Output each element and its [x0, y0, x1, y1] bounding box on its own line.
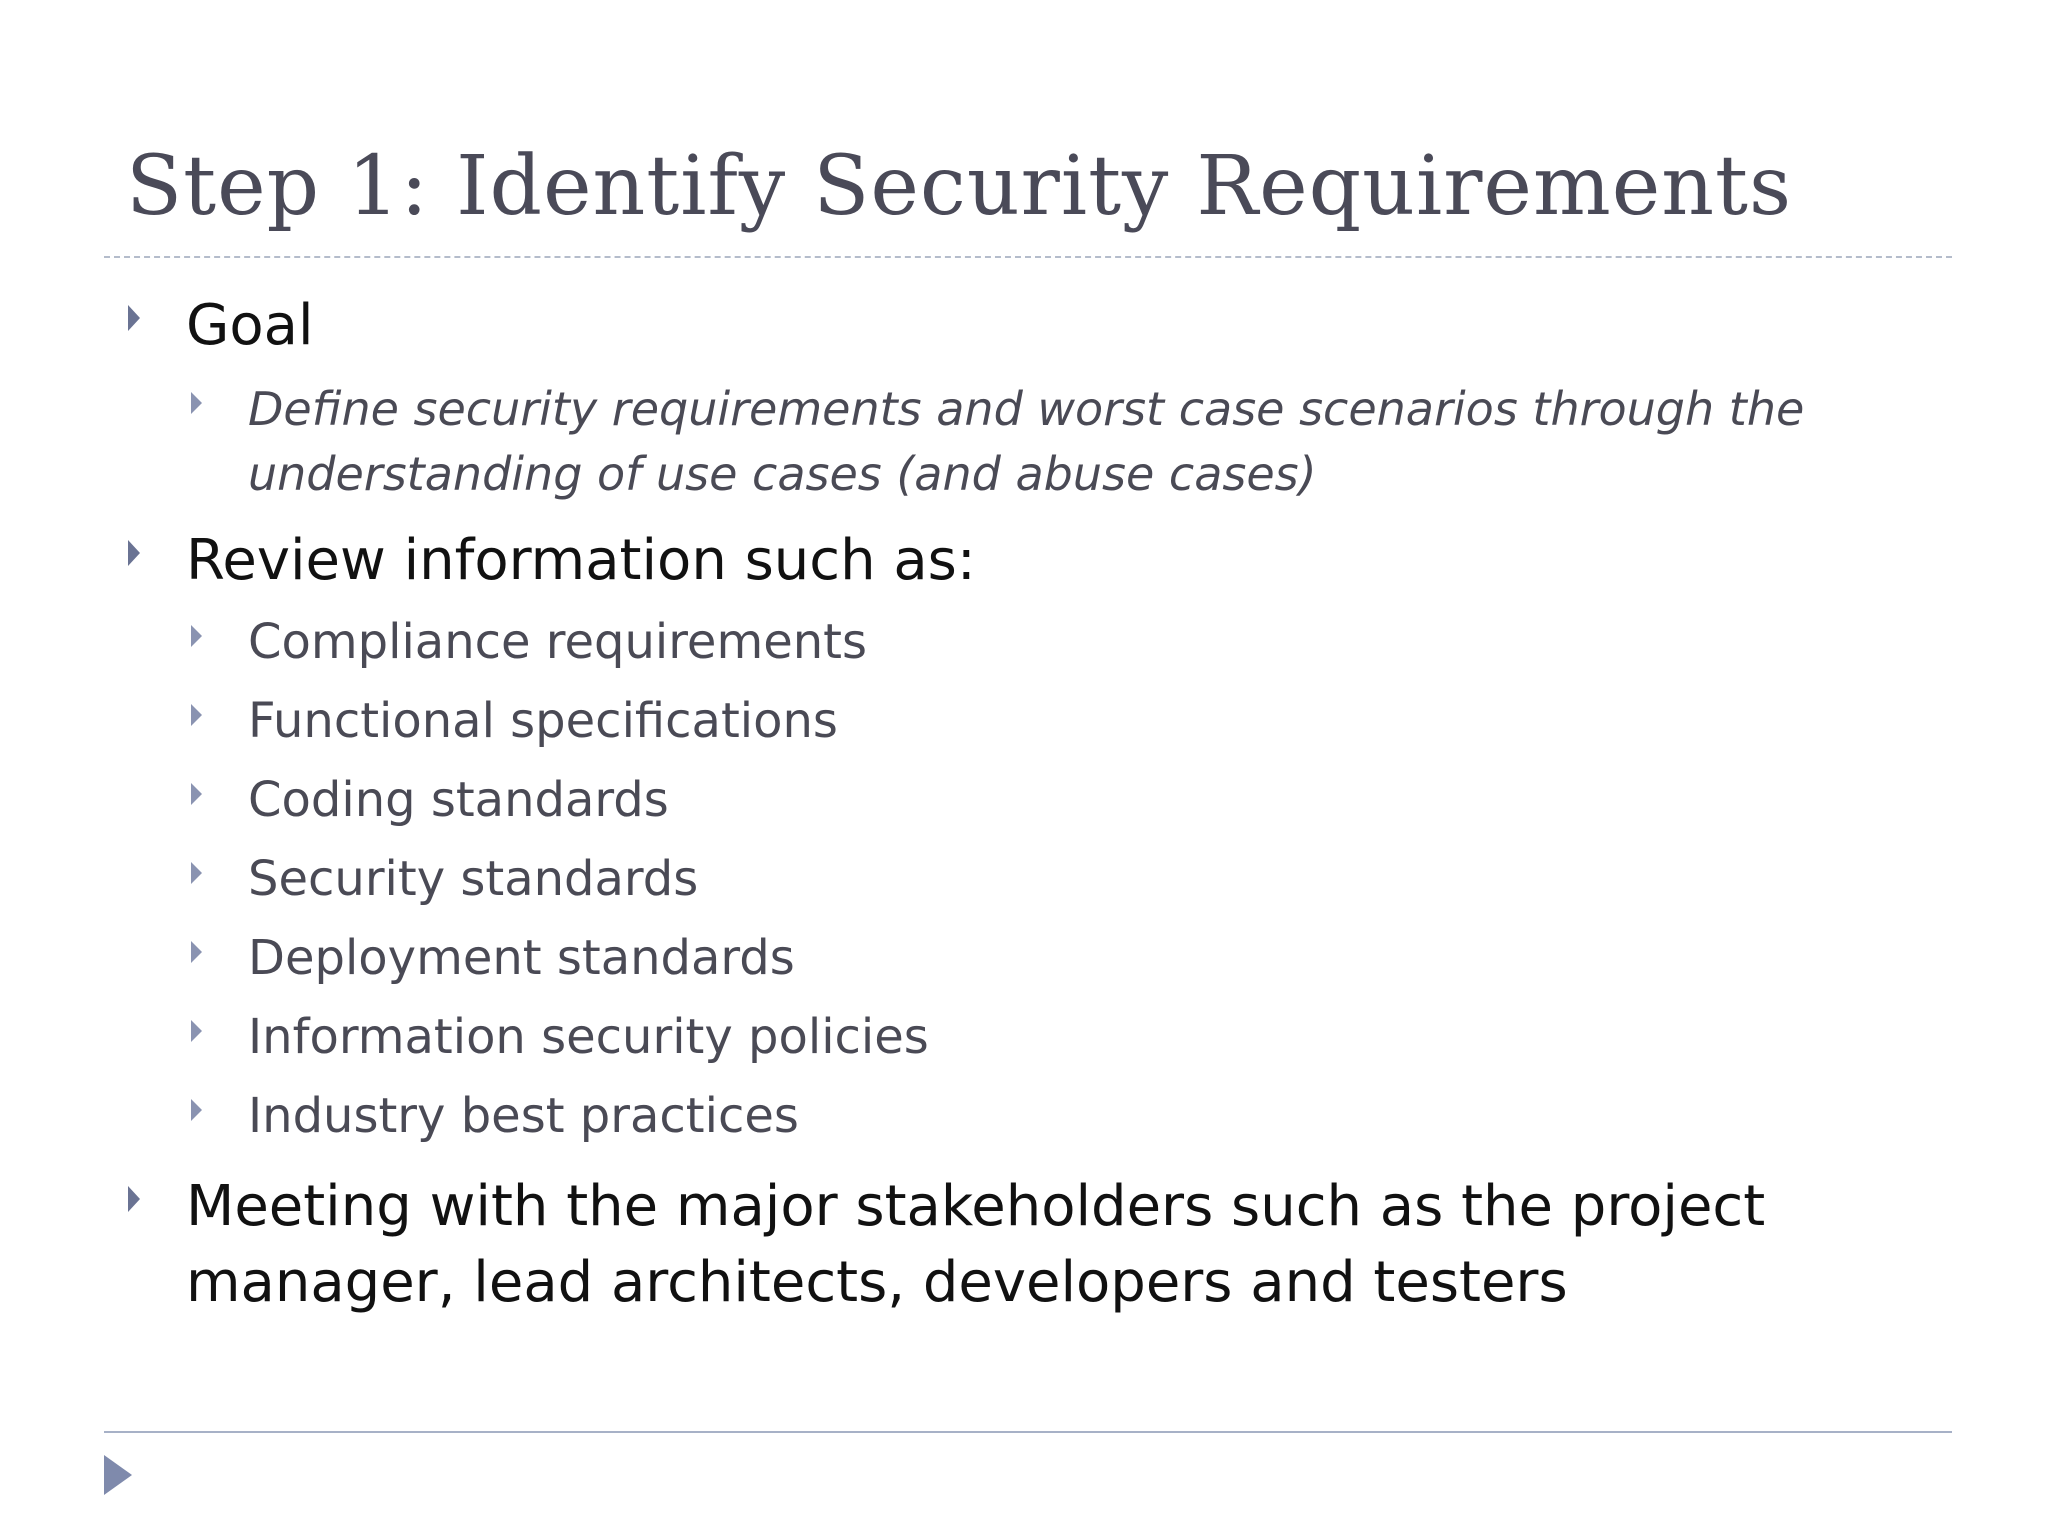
bullet-review-information: Review information such as:	[186, 528, 976, 593]
sub-item-infosec-policies: Information security policies	[248, 1009, 929, 1065]
sub-item-coding-standards: Coding standards	[248, 772, 669, 828]
bullet-goal: Goal	[186, 293, 314, 358]
sub-bullet-arrow-icon	[191, 1020, 202, 1042]
goal-description-line-1: Define security requirements and worst case scenarios through the	[248, 382, 1805, 436]
bullet-arrow-icon	[128, 305, 140, 331]
goal-description-line-2: understanding of use cases (and abuse cases)	[248, 447, 1317, 501]
sub-item-functional-specs: Functional specifications	[248, 693, 838, 749]
sub-item-compliance: Compliance requirements	[248, 614, 867, 670]
sub-item-security-standards: Security standards	[248, 851, 699, 907]
sub-bullet-arrow-icon	[191, 625, 202, 647]
slide-title: Step 1: Identify Security Requirements	[126, 139, 1793, 234]
sub-bullet-arrow-icon	[191, 862, 202, 884]
sub-item-deployment-standards: Deployment standards	[248, 930, 795, 986]
sub-bullet-arrow-icon	[191, 1099, 202, 1121]
bullet-stakeholders-line-1: Meeting with the major stakeholders such as the project	[186, 1174, 1766, 1239]
sub-bullet-arrow-icon	[191, 941, 202, 963]
sub-bullet-arrow-icon	[191, 783, 202, 805]
sub-item-industry-best-practices: Industry best practices	[248, 1088, 799, 1144]
triangle-right-icon	[104, 1455, 132, 1495]
sub-bullet-arrow-icon	[191, 392, 202, 414]
sub-bullet-arrow-icon	[191, 704, 202, 726]
bullet-arrow-icon	[128, 1186, 140, 1212]
bullet-stakeholders-line-2: manager, lead architects, developers and testers	[186, 1250, 1568, 1315]
footer-divider	[104, 1431, 1952, 1433]
bullet-arrow-icon	[128, 540, 140, 566]
